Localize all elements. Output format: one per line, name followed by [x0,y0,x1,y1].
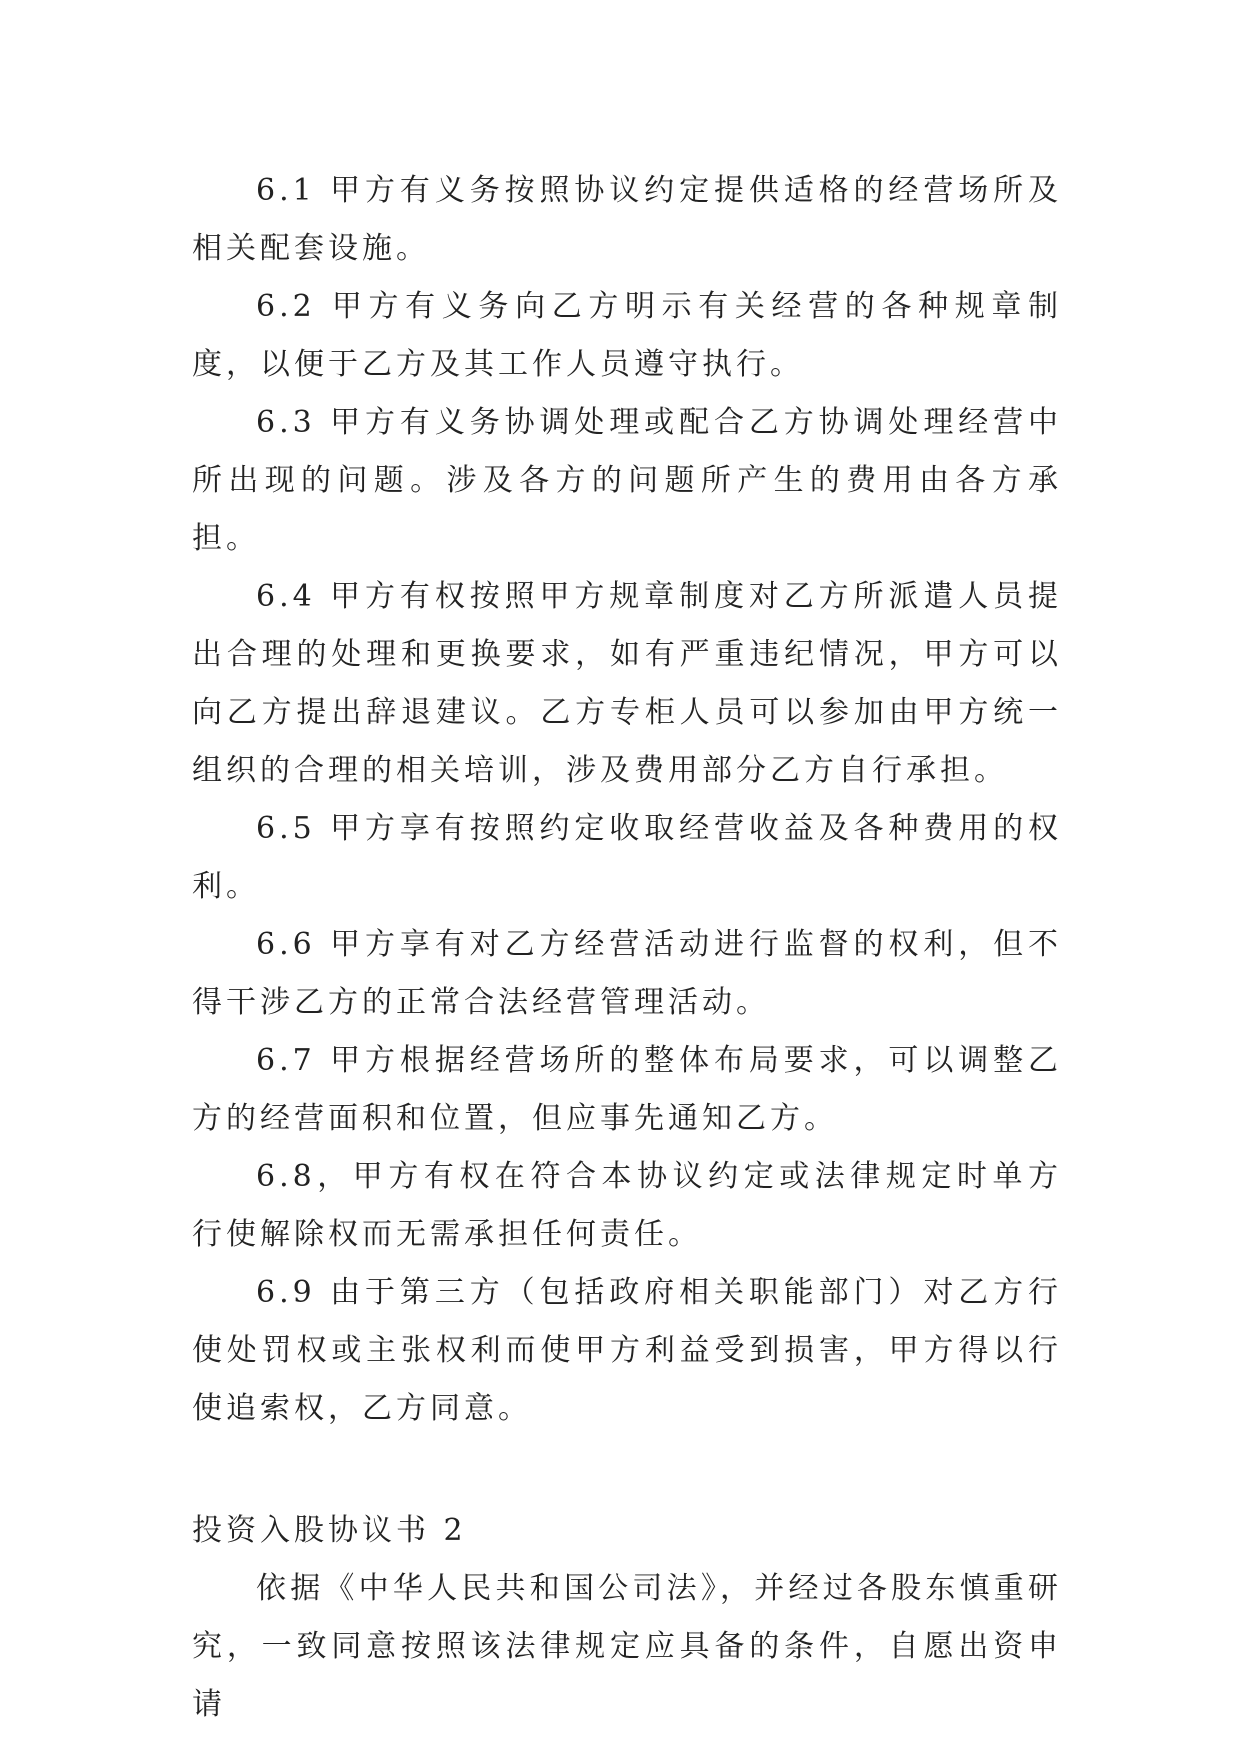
clause-6-8: 6.8，甲方有权在符合本协议约定或法律规定时单方行使解除权而无需承担任何责任。 [192,1159,1062,1252]
clause-6-3: 6.3 甲方有义务协调处理或配合乙方协调处理经营中所出现的问题。涉及各方的问题所产生的费用由各方承担。 [192,405,1062,556]
clause-6-7: 6.7 甲方根据经营场所的整体布局要求，可以调整乙方的经营面积和位置，但应事先通知乙方。 [192,1043,1062,1136]
clause-6-6: 6.6 甲方享有对乙方经营活动进行监督的权利，但不得干涉乙方的正常合法经营管理活动。 [192,927,1062,1020]
clause-6-2: 6.2 甲方有义务向乙方明示有关经营的各种规章制度，以便于乙方及其工作人员遵守执行。 [192,289,1062,382]
intro-paragraph: 依据《中华人民共和国公司法》，并经过各股东慎重研究，一致同意按照该法律规定应具备的条件，自愿出资申请 [192,1571,1062,1722]
clause-6-9: 6.9 由于第三方（包括政府相关职能部门）对乙方行使处罚权或主张权利而使甲方利益受到损害，甲方得以行使追索权，乙方同意。 [192,1275,1062,1426]
document-body [192,162,1062,1734]
clause-6-5: 6.5 甲方享有按照约定收取经营收益及各种费用的权利。 [192,811,1062,904]
clause-6-4: 6.4 甲方有权按照甲方规章制度对乙方所派遣人员提出合理的处理和更换要求，如有严重违纪情况，甲方可以向乙方提出辞退建议。乙方专柜人员可以参加由甲方统一组织的合理的相关培训，涉及费用部分乙方自行承担。 [192,579,1062,788]
section-heading: 投资入股协议书 2 [192,1513,467,1548]
clause-6-1: 6.1 甲方有义务按照协议约定提供适格的经营场所及相关配套设施。 [192,173,1062,266]
